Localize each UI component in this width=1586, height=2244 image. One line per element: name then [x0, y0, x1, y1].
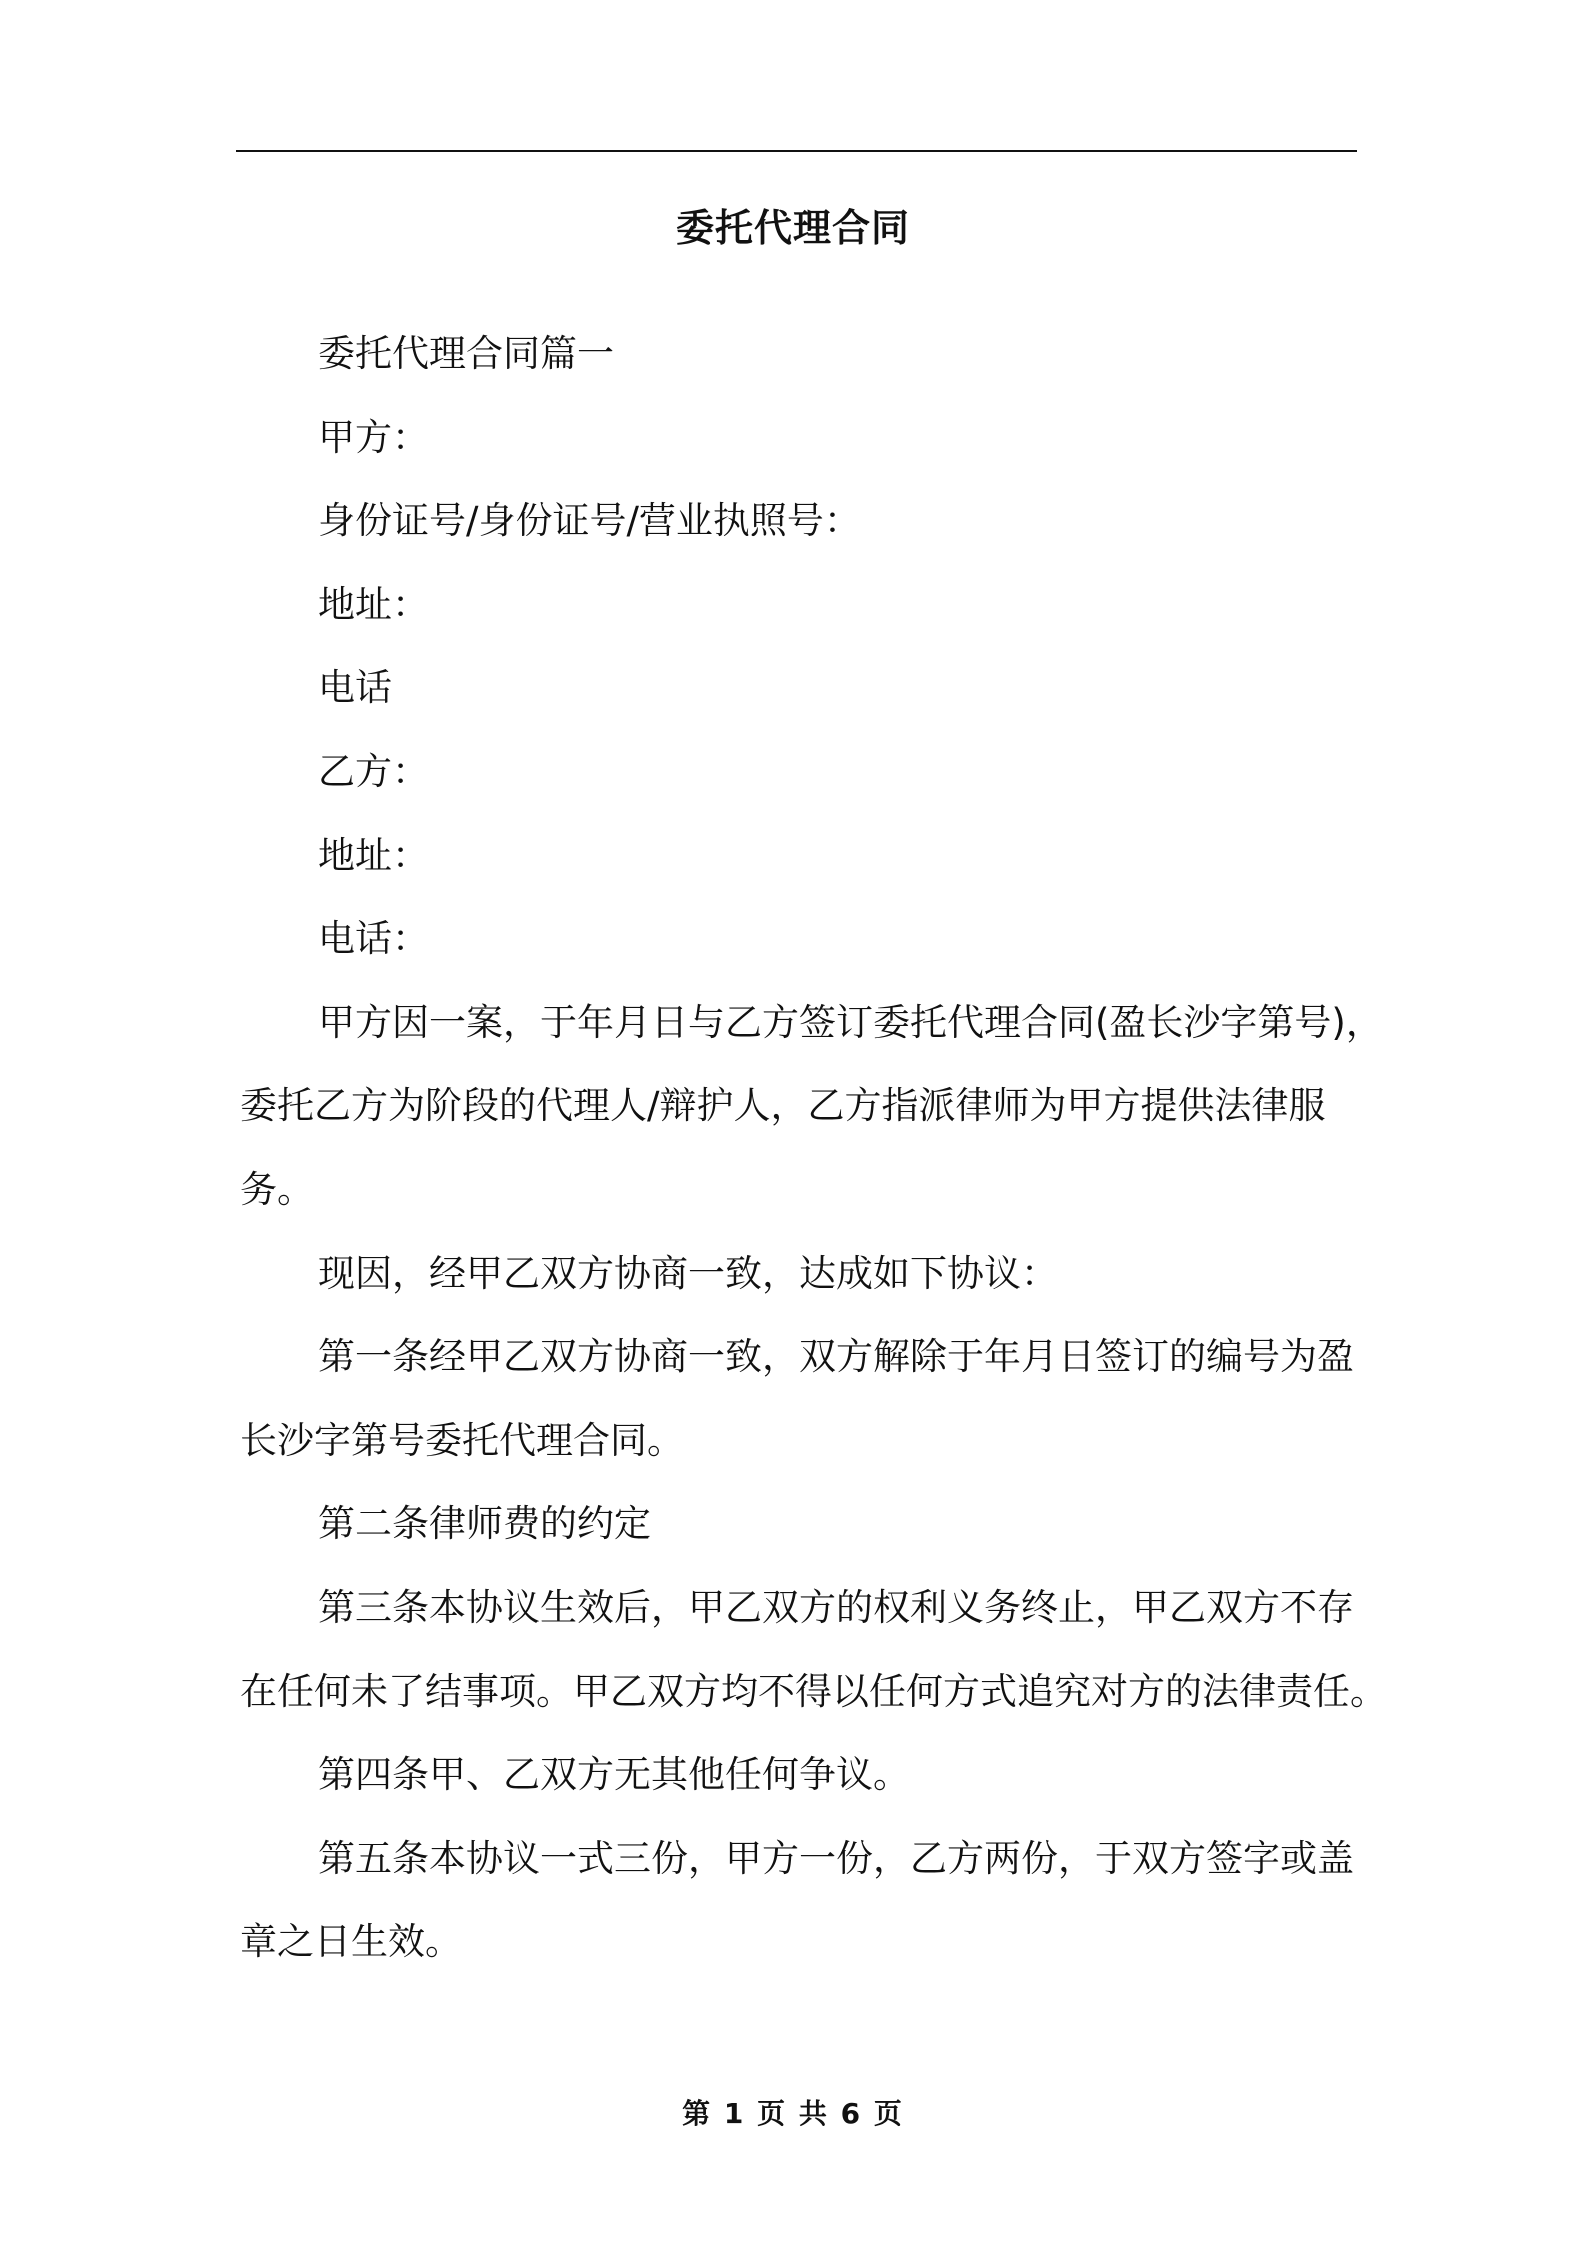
- paragraph-line: 甲方因一案，于年月日与乙方签订委托代理合同(盈长沙字第号)，: [318, 1000, 1383, 1044]
- article-4-line: 第四条甲、乙双方无其他任何争议。: [318, 1753, 910, 1797]
- paragraph-line: 现因，经甲乙双方协商一致，达成如下协议：: [318, 1251, 1058, 1295]
- page-number: 第 1 页 共 6 页: [682, 2097, 904, 2130]
- paragraph-line: 务。: [240, 1167, 314, 1211]
- party-b-phone-label: 电话：: [318, 917, 429, 961]
- article-1-line: 长沙字第号委托代理合同。: [240, 1418, 684, 1462]
- party-a-id-label: 身份证号/身份证号/营业执照号：: [318, 499, 861, 543]
- article-3-line: 在任何未了结事项。甲乙双方均不得以任何方式追究对方的法律责任。: [240, 1669, 1387, 1713]
- document-body: [240, 312, 1387, 1984]
- party-a-address-label: 地址：: [318, 582, 429, 626]
- paragraph-line: 委托乙方为阶段的代理人/辩护人，乙方指派律师为甲方提供法律服: [240, 1084, 1326, 1128]
- article-2-line: 第二条律师费的约定: [318, 1502, 651, 1546]
- header-rule: [236, 150, 1357, 152]
- party-b-address-label: 地址：: [318, 833, 429, 877]
- section-heading: 委托代理合同篇一: [318, 332, 614, 375]
- article-3-line: 第三条本协议生效后，甲乙双方的权利义务终止，甲乙双方不存: [318, 1585, 1354, 1629]
- document-title: 委托代理合同: [675, 206, 910, 250]
- article-5-line: 第五条本协议一式三份，甲方一份，乙方两份，于双方签字或盖: [318, 1836, 1354, 1880]
- article-5-line: 章之日生效。: [240, 1920, 462, 1964]
- party-a-phone-label: 电话: [318, 666, 392, 710]
- party-b-label: 乙方：: [318, 749, 429, 793]
- party-a-label: 甲方：: [318, 415, 429, 459]
- article-1-line: 第一条经甲乙双方协商一致，双方解除于年月日签订的编号为盈: [318, 1335, 1354, 1379]
